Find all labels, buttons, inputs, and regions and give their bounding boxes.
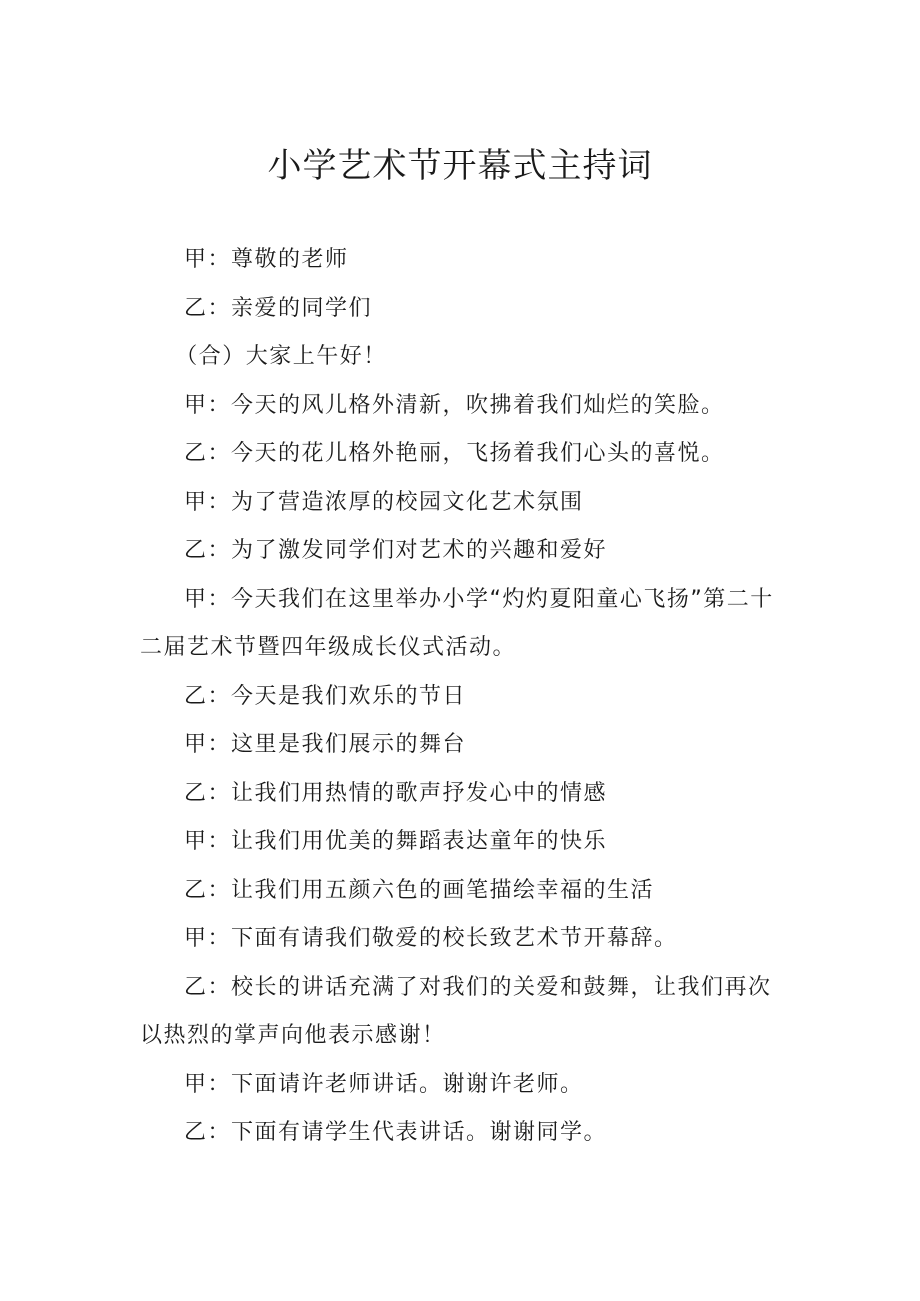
document-body — [140, 236, 780, 1158]
paragraph: 甲：这里是我们展示的舞台 — [184, 732, 467, 757]
paragraph: 乙：今天的花儿格外艳丽，飞扬着我们心头的喜悦。 — [184, 441, 725, 466]
paragraph: 乙：让我们用热情的歌声抒发心中的情感 — [184, 780, 608, 806]
paragraph: 乙：为了激发同学们对艺术的兴趣和爱好 — [184, 538, 608, 563]
paragraph: 乙：校长的讲话充满了对我们的关爱和鼓舞，让我们再次以热烈的掌声向他表示感谢！ — [140, 974, 772, 1048]
paragraph: 甲：让我们用优美的舞蹈表达童年的快乐 — [184, 829, 608, 854]
document-title: 小学艺术节开幕式主持词 — [267, 146, 653, 186]
paragraph: 甲：今天的风儿格外清新，吹拂着我们灿烂的笑脸。 — [184, 392, 725, 418]
paragraph: 乙：今天是我们欢乐的节日 — [184, 683, 467, 709]
paragraph: （合）大家上午好！ — [175, 344, 387, 369]
paragraph: 乙：下面有请学生代表讲话。谢谢同学。 — [184, 1120, 608, 1145]
paragraph: 乙：让我们用五颜六色的画笔描绘幸福的生活 — [184, 877, 655, 903]
paragraph: 乙：亲爱的同学们 — [184, 295, 373, 321]
paragraph: 甲：尊敬的老师 — [184, 247, 349, 272]
paragraph: 甲：下面请许老师讲话。谢谢许老师。 — [184, 1071, 584, 1097]
paragraph: 甲：下面有请我们敬爱的校长致艺术节开幕辞。 — [184, 926, 678, 951]
paragraph: 甲：今天我们在这里举办小学“灼灼夏阳童心飞扬”第二十二届艺术节暨四年级成长仪式活动。 — [140, 586, 774, 660]
paragraph: 甲：为了营造浓厚的校园文化艺术氛围 — [184, 489, 584, 515]
